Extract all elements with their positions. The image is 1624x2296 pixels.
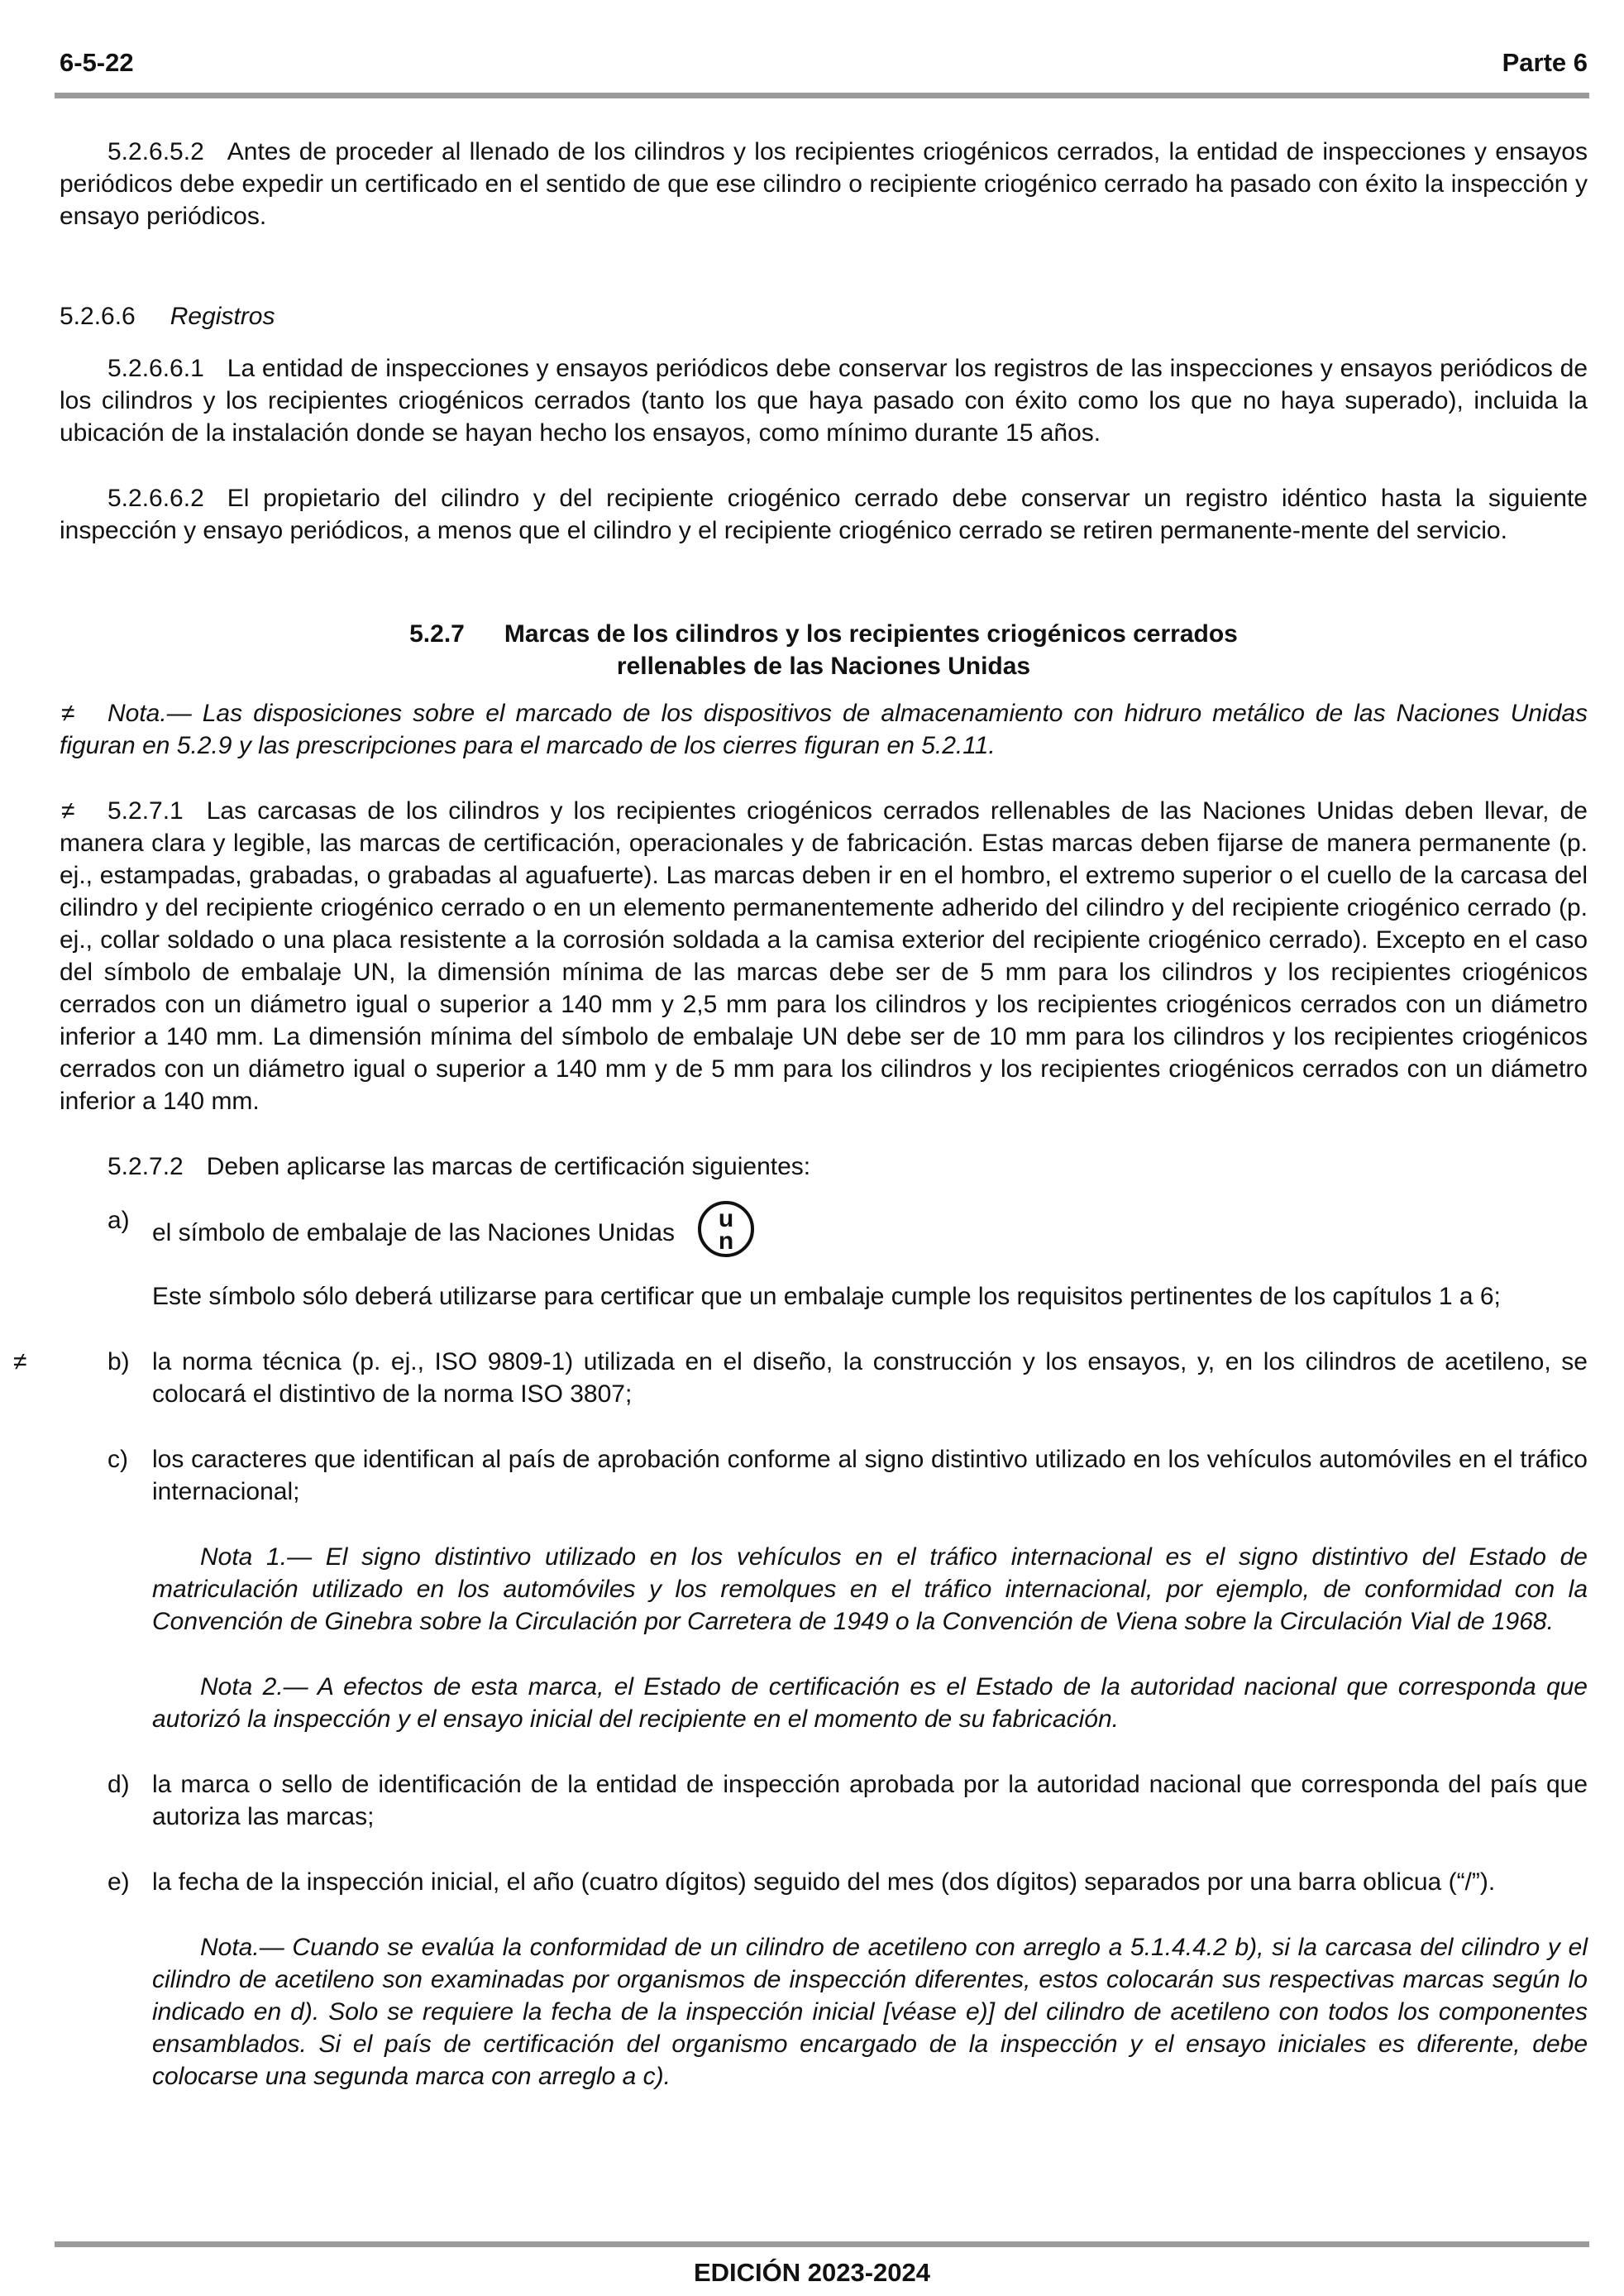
- note-final: [60, 1931, 1588, 2093]
- list-item-c: [60, 1443, 1588, 1508]
- paragraph-number: 5.2.7.2: [107, 1153, 184, 1180]
- paragraph-5-2-6-6-2: [60, 482, 1588, 547]
- un-packaging-symbol-icon: [696, 1199, 756, 1259]
- paragraph-number: 5.2.6.6.1: [107, 355, 204, 382]
- paragraph-5-2-6-6-1: [60, 352, 1588, 449]
- list-text: los caracteres que identifican al país de aprobación conforme al signo distintivo utilizado en los vehículos automóviles en el tráfico internacional;: [152, 1446, 1588, 1505]
- note-text: Las disposiciones sobre el marcado de los dispositivos de almacenamiento con hidruro metálico de las Naciones Unidas figuran en 5.2.9 y las prescripciones para el marcado de los cierres figuran en 5.2.11.: [60, 700, 1588, 759]
- note-2: [60, 1671, 1588, 1735]
- note-text: Nota.— Cuando se evalúa la conformidad de un cilindro de acetileno con arreglo a 5.1.4.4.2 b), si la carcasa del cilindro y el cilindro de acetileno son examinadas por organismos de inspección diferentes, estos colocarán sus respectivas marcas según lo indicado en d). Solo se requiere la fecha de la inspección inicial [véase e)] del cilindro de acetileno con todos los componentes ensamblados. Si el país de certificación del organismo encargado de la inspección y el ensayo iniciales es diferente, debe colocarse una segunda marca con arreglo a c).: [152, 1934, 1588, 2090]
- footer-rule: [55, 2241, 1589, 2247]
- paragraph-number: 5.2.6.6.2: [107, 485, 204, 512]
- list-item-e: [60, 1866, 1588, 1898]
- paragraph-5-2-6-5-2: [60, 136, 1588, 232]
- note-text: Nota 1.— El signo distintivo utilizado en los vehículos en el tráfico internacional es el signo distintivo del Estado de matriculación utilizado en los automóviles y los remolques en el tráfico internacional, por ejemplo, de conformidad con la Convención de Ginebra sobre la Circulación por Carretera de 1949 o la Convención de Viena sobre la Circulación Vial de 1968.: [152, 1543, 1588, 1635]
- note-label: Nota.—: [107, 700, 192, 727]
- edition-footer: EDICIÓN 2023-2024: [693, 2258, 931, 2287]
- paragraph-text: Deben aplicarse las marcas de certificación siguientes:: [206, 1153, 811, 1180]
- paragraph-text: El propietario del cilindro y del recipiente criogénico cerrado debe conservar un registro idéntico hasta la siguiente inspección y ensayo periódicos, a menos que el cilindro y el recipiente criogénico cerrado se retiren permanente-mente del servicio.: [60, 485, 1588, 544]
- section-heading-5-2-7: [60, 618, 1588, 682]
- change-marker: ≠: [61, 700, 75, 727]
- list-item-b: [13, 1346, 1588, 1410]
- note-1: [60, 1541, 1588, 1638]
- paragraph-text: Las carcasas de los cilindros y los recipientes criogénicos cerrados rellenables de las Naciones Unidas deben llevar, de manera clara y legible, las marcas de certificación, operacionales y de fabricación. Estas marcas deben fijarse de manera permanente (p. ej., estampadas, grabadas, o grabadas al aguafuerte). Las marcas deben ir en el hombro, el extremo superior o el cuello de la carcasa del cilindro y del recipiente criogénico cerrado o en un elemento permanentemente adherido del cilindro y del recipiente criogénico cerrado (p. ej., collar soldado o una placa resistente a la corrosión soldada a la camisa exterior del recipiente criogénico cerrado). Excepto en el caso del símbolo de embalaje UN, la dimensión mínima de las marcas debe ser de 5 mm para los cilindros y los recipientes criogénicos cerrados con un diámetro igual o superior a 140 mm y 2,5 mm para los cilindros y los recipientes criogénicos cerrados con un diámetro inferior a 140 mm. La dimensión mínima del símbolo de embalaje UN debe ser de 10 mm para los cilindros y los recipientes criogénicos cerrados con un diámetro igual o superior a 140 mm y de 5 mm para los cilindros y los recipientes criogénicos cerrados con un diámetro inferior a 140 mm.: [60, 797, 1588, 1115]
- paragraph-5-2-7-1: [60, 795, 1588, 1117]
- page-header: [60, 48, 1588, 84]
- list-label: d): [107, 1771, 130, 1798]
- paragraph-number: 5.2.6.5.2: [107, 138, 204, 165]
- list-label: c): [107, 1446, 128, 1473]
- list-label: b): [107, 1348, 130, 1375]
- note-marcado: [60, 697, 1588, 762]
- section-title-line-1: Marcas de los cilindros y los recipientes criogénicos cerrados: [504, 620, 1238, 648]
- list-item-d: [60, 1768, 1588, 1833]
- list-text: la marca o sello de identificación de la entidad de inspección aprobada por la autoridad nacional que corresponda del país que autoriza las marcas;: [152, 1771, 1588, 1830]
- change-marker: ≠: [61, 797, 75, 825]
- page-body: [13, 136, 1588, 2126]
- section-number: 5.2.7: [409, 620, 465, 648]
- list-item-a-detail: [60, 1280, 1588, 1313]
- paragraph-text: La entidad de inspecciones y ensayos periódicos debe conservar los registros de las inspecciones y ensayos periódicos de los cilindros y los recipientes criogénicos cerrados (tanto los que haya pasado con éxito como los que no haya superado), incluida la ubicación de la instalación donde se hayan hecho los ensayos, como mínimo durante 15 años.: [60, 355, 1588, 447]
- list-item-a: [60, 1204, 1588, 1264]
- un-symbol-letter-u: u: [719, 1205, 734, 1232]
- page-number: 6-5-22: [60, 48, 134, 77]
- un-symbol-letter-n: n: [719, 1227, 734, 1255]
- section-title-line-2: rellenables de las Naciones Unidas: [616, 653, 1031, 680]
- paragraph-number: 5.2.7.1: [107, 797, 184, 825]
- list-text: la fecha de la inspección inicial, el año (cuatro dígitos) seguido del mes (dos dígitos) separados por una barra oblicua (“/”).: [152, 1868, 1496, 1896]
- paragraph-5-2-7-2: [60, 1150, 1588, 1183]
- list-subtext: Este símbolo sólo deberá utilizarse para certificar que un embalaje cumple los requisitos pertinentes de los capítulos 1 a 6;: [152, 1283, 1501, 1310]
- list-label: a): [107, 1207, 130, 1234]
- list-text: la norma técnica (p. ej., ISO 9809-1) utilizada en el diseño, la construcción y los ensayos, y, en los cilindros de acetileno, se colocará el distintivo de la norma ISO 3807;: [152, 1348, 1588, 1408]
- change-marker: ≠: [13, 1348, 27, 1375]
- heading-number: 5.2.6.6: [60, 303, 136, 330]
- list-label: e): [107, 1868, 130, 1896]
- heading-title: Registros: [170, 303, 275, 330]
- paragraph-text: Antes de proceder al llenado de los cilindros y los recipientes criogénicos cerrados, la entidad de inspecciones y ensayos periódicos debe expedir un certificado en el sentido de que ese cilindro o recipiente criogénico cerrado ha pasado con éxito la inspección y ensayo periódicos.: [60, 138, 1588, 230]
- heading-5-2-6-6: [60, 300, 1588, 332]
- note-text: Nota 2.— A efectos de esta marca, el Estado de certificación es el Estado de la autoridad nacional que corresponda que autorizó la inspección y el ensayo inicial del recipiente en el momento de su fabricación.: [152, 1673, 1588, 1733]
- list-text: el símbolo de embalaje de las Naciones Unidas: [152, 1218, 676, 1246]
- header-rule: [55, 93, 1589, 98]
- part-label: Parte 6: [1502, 48, 1588, 77]
